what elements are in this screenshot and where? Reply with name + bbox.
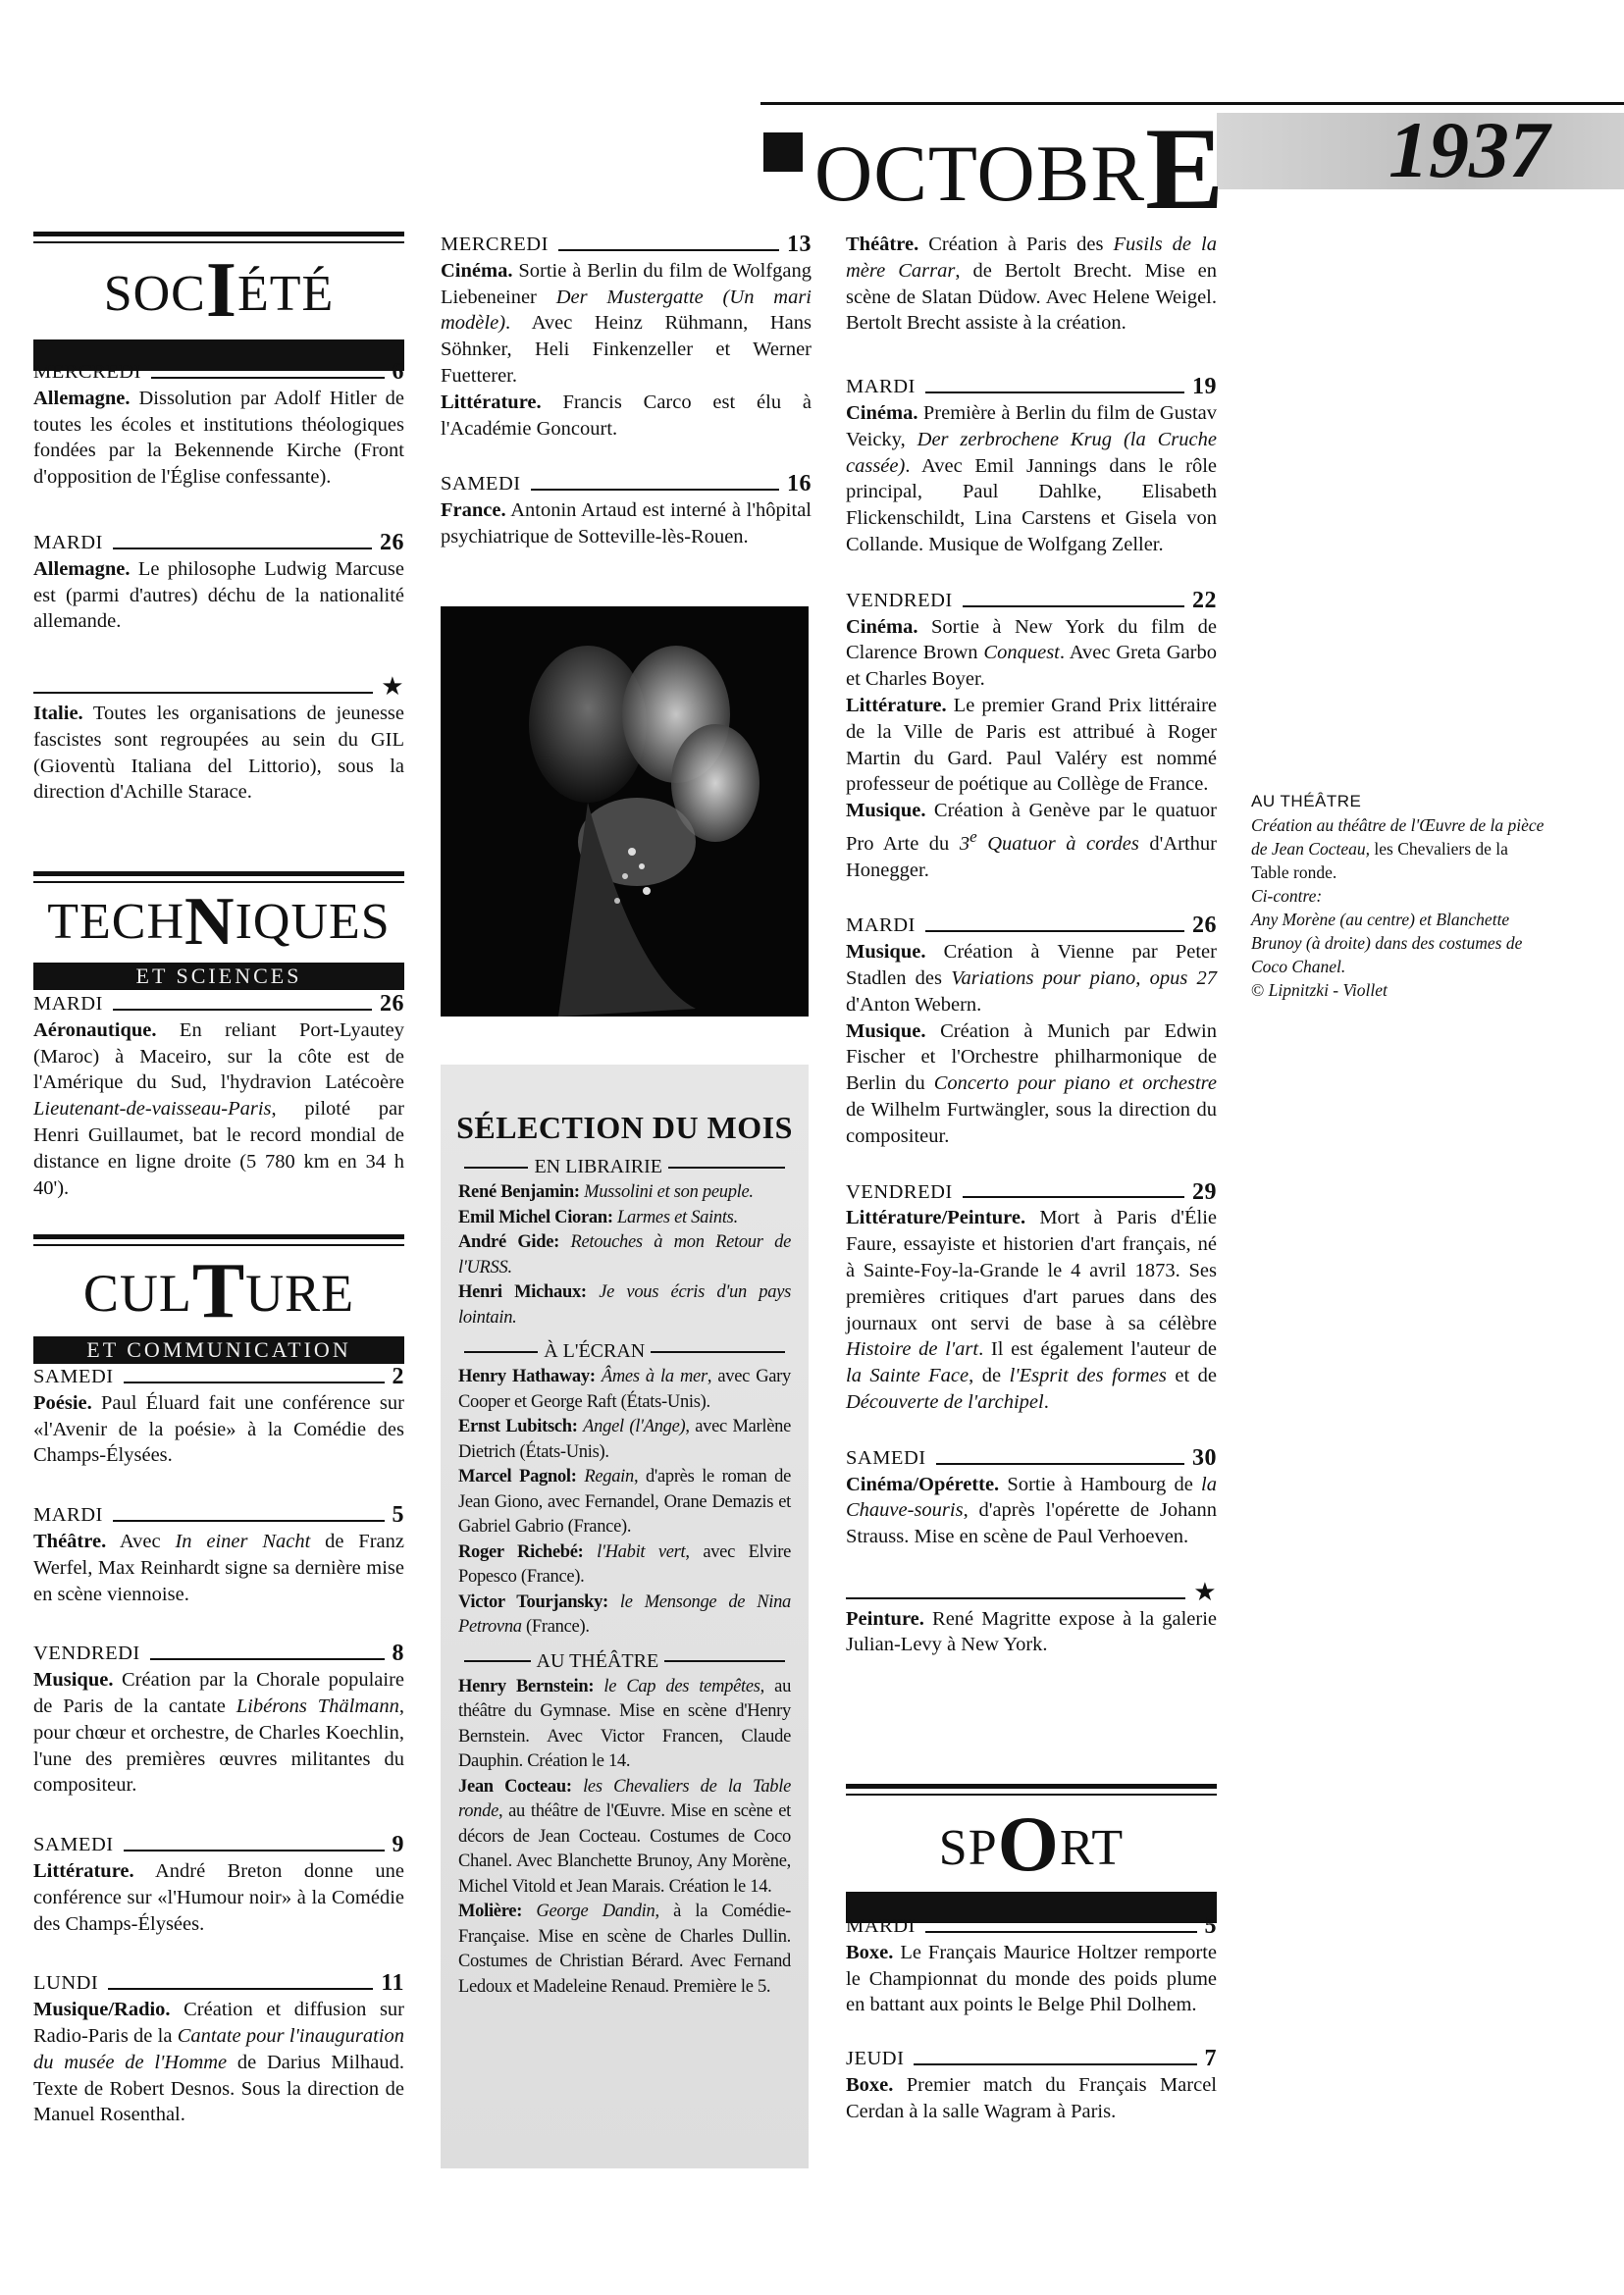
day-line <box>33 1832 404 1858</box>
theatre-photo <box>441 606 809 1017</box>
colC-intro: Théâtre. Création à Paris des Fusils de la mère Carrar, de Bertolt Brecht. Mise en scène de Slatan Düdow. Avec Helene Weigel. Bertolt Brecht assiste à la création. <box>846 234 1218 335</box>
selection-item: Jean Cocteau: les Chevaliers de la Table ronde, au théâtre de l'Œuvre. Mise en scène et décors de Jean Cocteau. Costumes de Coco Chanel. Avec Blanchette Brunoy, Any Morène, Michel Vitold et Jean Marais. Création le 14. <box>458 1776 792 1897</box>
day-line <box>441 232 812 258</box>
caption-text: Création au théâtre de l'Œuvre de la pièce de Jean Cocteau, les Chevaliers de la Table ronde. Ci-contre: Any Morène (au centre) et Blanchette Brunoy (à droite) dans des costumes de Coco Chanel. © Lipnitzki - Viollet <box>1251 815 1545 1000</box>
entry-text: Cinéma. Sortie à Berlin du film de Wolfgang Liebeneiner Der Mustergatte (Un mari modèle). Avec Heinz Rühmann, Hans Söhnker, Heli Finkenzeller et Werner Fuetterer. Littérature. Francis Carco est élu à l'Académie Goncourt. <box>441 259 812 440</box>
entry-text: Cinéma. Première à Berlin du film de Gustav Veicky, Der zerbrochene Krug (la Cruche cassée). Avec Emil Jannings dans le rôle principal, Paul Dahlke, Elisabeth Flickenschildt, Lina Carstens et Gisela von Collande. Musique de Wolfgang Zeller. <box>846 401 1217 555</box>
day-line <box>33 1641 404 1667</box>
selection-item: Ernst Lubitsch: Angel (l'Ange), avec Marlène Dietrich (États-Unis). <box>458 1417 792 1462</box>
entry-text: Musique. Création par la Chorale populaire de Paris de la cantate Libérons Thälmann, pour chœur et orchestre, de Charles Koechlin, l'une des premières œuvres militantes du compositeur. <box>33 1669 405 1797</box>
day-name: MERCREDI <box>33 361 141 383</box>
selection-item: Henry Bernstein: le Cap des tempêtes, au théâtre du Gymnase. Mise en scène d'Henry Bernstein. Avec Victor Francen, Claude Dauphin. Création le 14. <box>458 1676 792 1771</box>
day-number: 26 <box>380 991 404 1017</box>
entry <box>846 1179 1217 1416</box>
day-line <box>846 2046 1217 2072</box>
entry-text: Boxe. Premier match du Français Marcel Cerdan à la salle Wagram à Paris. <box>846 2073 1217 2122</box>
day-line <box>846 374 1217 400</box>
selection-du-mois <box>441 1065 809 2168</box>
day-number: 29 <box>1192 1178 1217 1205</box>
selection-item: Victor Tourjansky: le Mensonge de Nina Petrovna (France). <box>458 1591 792 1637</box>
entry-text: Littérature. André Breton donne une conférence sur «l'Humour noir» à la Comédie des Champs-Élysées. <box>33 1859 404 1935</box>
entry <box>846 374 1217 558</box>
day-number: 11 <box>381 1970 404 1997</box>
day-number: 26 <box>1192 913 1217 939</box>
day-name: LUNDI <box>33 1972 99 1995</box>
entry <box>33 1970 404 2128</box>
day-number: 9 <box>392 1832 404 1858</box>
day-name: SAMEDI <box>846 1446 926 1469</box>
day-line <box>846 1577 1217 1606</box>
entry-text: Cinéma/Opérette. Sortie à Hambourg de la Chauve-souris, d'après l'opérette de Johann Strauss. Mise en scène de Paul Verhoeven. <box>846 1473 1217 1548</box>
entry-text: Peinture. René Magritte expose à la galerie Julian-Levy à New York. <box>846 1607 1217 1656</box>
selection-item: René Benjamin: Mussolini et son peuple. <box>458 1182 754 1202</box>
day-number: 7 <box>1204 2046 1217 2072</box>
entry <box>33 1641 404 1799</box>
entry <box>846 1913 1217 2018</box>
entry-text: Musique. Création à Vienne par Peter Stadlen des Variations pour piano, opus 27 d'Anton Webern. Musique. Création à Munich par Edwin Fischer et l'Orchestre philharmonique de Berlin du Concerto pour piano et orchestre de Wilhelm Furtwängler, sous la direction du compositeur. <box>846 941 1217 1147</box>
day-line <box>846 1179 1217 1206</box>
entry <box>33 359 404 491</box>
column-b-list <box>441 232 812 580</box>
day-line <box>846 913 1217 939</box>
caption-title: AU THÉÂTRE <box>1251 792 1362 810</box>
entry <box>33 674 404 806</box>
day-number: 8 <box>392 1641 404 1667</box>
entry <box>33 1364 404 1469</box>
day-name: MARDI <box>33 531 103 553</box>
techniques-list <box>33 991 404 1230</box>
month-title: OCTOBRE <box>814 103 1226 234</box>
year-title: 1937 <box>1388 105 1549 194</box>
selection-item: André Gide: Retouches à mon Retour de l'URSS. <box>458 1232 791 1278</box>
entry <box>846 2046 1217 2124</box>
star-icon: ★ <box>1193 1577 1217 1606</box>
day-name: MARDI <box>846 1915 916 1937</box>
day-number: 2 <box>392 1364 404 1389</box>
entry <box>846 1577 1217 1658</box>
day-name: VENDREDI <box>846 589 953 611</box>
selection-group-label: EN LIBRAIRIE <box>458 1156 791 1178</box>
entry <box>33 991 404 1201</box>
societe-list <box>33 359 404 845</box>
entry-text: Littérature/Peinture. Mort à Paris d'Élie Faure, essayiste et historien d'art français, né à Sainte-Foy-la-Grande le 4 avril 1873. Ses premières critiques d'art parues dans des journaux ont servi de base à sa célèbre Histoire de l'art. Il est également l'auteur de la Sainte Face, de l'Esprit des formes et de Découverte de l'archipel. <box>846 1207 1217 1413</box>
entry <box>33 1832 404 1937</box>
selection-title: SÉLECTION DU MOIS <box>456 1110 793 1145</box>
day-number: 19 <box>1192 374 1217 400</box>
entry <box>846 913 1217 1149</box>
day-name: VENDREDI <box>33 1643 140 1665</box>
day-line <box>441 471 812 497</box>
day-number: 22 <box>1192 587 1217 613</box>
day-number: 5 <box>392 1502 404 1529</box>
day-name: VENDREDI <box>846 1180 953 1203</box>
entry-text: Italie. Toutes les organisations de jeunesse fascistes sont regroupées au sein du GIL (Gioventù Italiana del Littorio), sous la direction d'Achille Starace. <box>33 702 404 804</box>
entry <box>33 530 404 635</box>
sport-list <box>846 1913 1217 2153</box>
selection-item: Roger Richebé: l'Habit vert, avec Elvire Popesco (France). <box>458 1541 791 1587</box>
selection-item: Marcel Pagnol: Regain, d'après le roman de Jean Giono, avec Fernandel, Orane Demazis et Gabriel Gabrio (France). <box>458 1467 792 1537</box>
day-name: JEUDI <box>846 2048 905 2070</box>
day-number: 5 <box>1204 1913 1217 1939</box>
day-line <box>33 359 404 386</box>
entry-text: Musique/Radio. Création et diffusion sur Radio-Paris de la Cantate pour l'inauguration du musée de l'Homme de Darius Milhaud. Texte de Robert Desnos. Sous la direction de Manuel Rosenthal. <box>33 1999 404 2126</box>
day-line <box>33 991 404 1017</box>
header-square-icon <box>763 132 803 172</box>
day-line <box>33 1364 404 1390</box>
section-societe: SOCIÉTÉ <box>33 232 404 371</box>
day-number: 30 <box>1192 1444 1217 1471</box>
section-culture: CULTURE ET COMMUNICATION <box>33 1234 404 1364</box>
entry-text: Cinéma. Sortie à New York du film de Clarence Brown Conquest. Avec Greta Garbo et Charles Boyer. Littérature. Le premier Grand Prix littéraire de la Ville de Paris est attribué à Roger Martin du Gard. Paul Valéry est nommé professeur de poétique au Collège de France. Musique. Création à Genève par le quatuor Pro Arte du 3e Quatuor à cordes d'Arthur Honegger. <box>846 615 1217 881</box>
day-line <box>33 1502 404 1529</box>
selection-group-label: À L'ÉCRAN <box>458 1340 791 1363</box>
entry <box>846 588 1217 884</box>
entry-text: France. Antonin Artaud est interné à l'hôpital psychiatrique de Sotteville-lès-Rouen. <box>441 499 812 548</box>
section-techniques: TECHNIQUES ET SCIENCES <box>33 871 404 990</box>
entry-text: Théâtre. Avec In einer Nacht de Franz Werfel, Max Reinhardt signe sa dernière mise en scène viennoise. <box>33 1530 404 1605</box>
entry-text: Poésie. Paul Éluard fait une conférence sur «l'Avenir de la poésie» à la Comédie des Champs-Élysées. <box>33 1391 404 1467</box>
day-line <box>33 1970 404 1997</box>
entry-text: Boxe. Le Français Maurice Holtzer remporte le Championnat du monde des poids plume en battant aux points le Belge Phil Dolhem. <box>846 1941 1217 2016</box>
day-number: 16 <box>787 471 812 497</box>
day-name: MARDI <box>33 1504 103 1527</box>
day-name: MERCREDI <box>441 234 549 255</box>
culture-list <box>33 1364 404 2162</box>
day-line <box>846 1913 1217 1940</box>
day-name: SAMEDI <box>441 473 521 496</box>
entry <box>33 1502 404 1607</box>
day-name: MARDI <box>33 993 103 1015</box>
star-icon: ★ <box>381 672 404 702</box>
day-name: SAMEDI <box>33 1366 114 1387</box>
entry <box>441 471 812 549</box>
day-number: 26 <box>380 529 404 555</box>
column-c-list <box>846 374 1217 1658</box>
selection-item: Henri Michaux: Je vous écris d'un pays lointain. <box>458 1282 792 1328</box>
entry-text: Allemagne. Dissolution par Adolf Hitler de toutes les écoles et institutions théologiques fondées par la Bekennende Kirche (Front d'opposition de l'Église confessante). <box>33 387 404 489</box>
day-line <box>33 530 404 556</box>
entry-text: Allemagne. Le philosophe Ludwig Marcuse est (parmi d'autres) déchu de la nationalité allemande. <box>33 557 404 633</box>
day-name: MARDI <box>846 376 916 398</box>
selection-item: Molière: George Dandin, à la Comédie-Française. Mise en scène de Charles Dullin. Costumes de Christian Bérard. Avec Fernand Ledoux et Madeleine Renaud. Première le 5. <box>458 1902 792 1997</box>
day-line <box>33 674 404 701</box>
entry <box>441 232 812 442</box>
selection-item: Emil Michel Cioran: Larmes et Saints. <box>458 1207 738 1227</box>
entry <box>846 1445 1217 1550</box>
photo-caption <box>1251 790 1545 1002</box>
day-name: MARDI <box>846 914 916 937</box>
column-c <box>846 232 1217 1688</box>
day-number: 6 <box>392 359 404 385</box>
selection-group-label: AU THÉÂTRE <box>458 1650 791 1673</box>
entry-text: Aéronautique. En reliant Port-Lyautey (Maroc) à Maceiro, sur la côte est de l'Amérique du Sud, l'hydravion Latécoère Lieutenant-de-vaisseau-Paris, piloté par Henri Guillaumet, bat le record mondial de distance en ligne droite (5 780 km en 34 h 40'). <box>33 1018 404 1199</box>
selection-item: Henry Hathaway: Âmes à la mer, avec Gary Cooper et George Raft (États-Unis). <box>458 1367 791 1412</box>
day-line <box>846 588 1217 614</box>
day-name: SAMEDI <box>33 1834 114 1856</box>
day-line <box>846 1445 1217 1472</box>
section-sport: SPORT <box>846 1784 1217 1923</box>
day-number: 13 <box>787 232 812 257</box>
